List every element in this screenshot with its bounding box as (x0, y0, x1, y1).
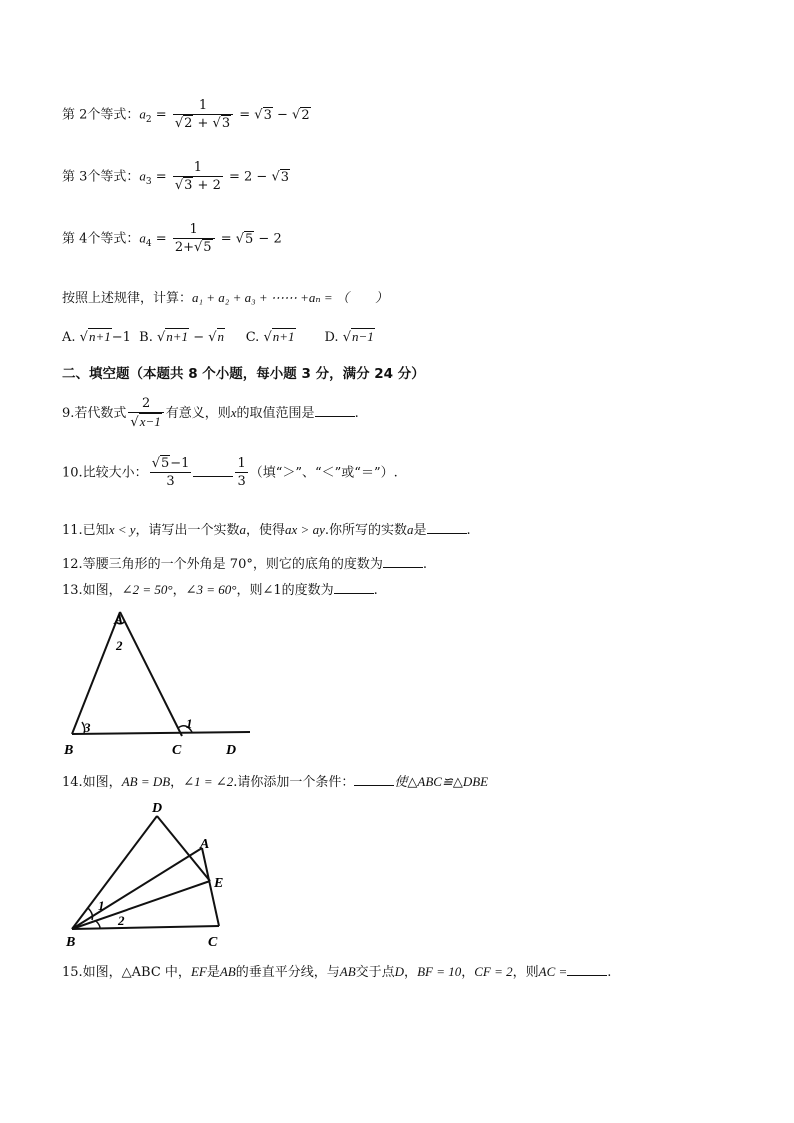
question-text: 14.如图， (62, 775, 122, 790)
prompt-text: 按照上述规律，计算： (62, 291, 193, 306)
question-15 (62, 961, 611, 980)
denominator-term: 2 (212, 178, 221, 193)
option-d[interactable]: D. √n−1 (324, 329, 374, 345)
label-b: B (66, 935, 76, 950)
question-text: ，使得 (246, 523, 286, 538)
numerator: 1 (173, 222, 215, 239)
denominator: √3 + 2 (174, 178, 221, 193)
label-a: A (200, 837, 210, 852)
sum-expression: a₁ + a₂ + a₃ + ⋯⋯ +aₙ = （ ） (192, 290, 388, 305)
question-text: 的取值范围是 (236, 406, 315, 421)
radicand: 3 (263, 107, 272, 123)
var-x: x (230, 405, 237, 420)
period: . (466, 523, 471, 538)
radicand: n+1 (272, 329, 295, 344)
radicand: 5 (203, 240, 212, 255)
label-d: D (226, 743, 237, 758)
point-d: D (394, 964, 405, 979)
section-heading: 二、填空题（本题共 8 个小题，每小题 3 分，满分 24 分） (62, 366, 425, 382)
answer-blank[interactable] (334, 581, 374, 594)
question-text: 12.等腰三角形的一个外角是 70°，则它的底角的度数为 (62, 557, 383, 572)
radicand: 3 (280, 169, 290, 185)
radicand: n (217, 329, 225, 344)
label-2: 2 (116, 638, 123, 653)
figure-14-triangles (62, 796, 262, 956)
question-text: 10.比较大小： (62, 465, 148, 481)
radicand: 2 (184, 116, 193, 131)
ac-expression: AC = (538, 964, 568, 979)
question-text: ，则∠1的度数为 (236, 583, 334, 598)
condition-2: ∠1 = ∠2 (183, 774, 234, 789)
var-a: a (139, 230, 146, 246)
subscript: 2 (145, 115, 152, 126)
radicand: 3 (221, 116, 231, 131)
label-3: 3 (84, 720, 91, 735)
separator: ， (172, 583, 186, 598)
label-c: C (208, 935, 218, 950)
question-8-options (62, 329, 375, 345)
radicand: 3 (184, 178, 193, 193)
subscript: 3 (145, 177, 152, 188)
fraction (173, 98, 233, 132)
condition-1: AB = DB (121, 774, 171, 789)
label-1: 1 (98, 898, 105, 913)
side-ab (72, 612, 120, 734)
fraction (150, 456, 192, 490)
fraction (173, 222, 215, 256)
answer-blank[interactable] (383, 555, 423, 568)
cf-value: CF = 2 (474, 964, 513, 979)
period: . (373, 583, 378, 598)
angle-3-value: ∠3 = 60° (185, 582, 237, 597)
equation-label: 第 4个等式： (62, 231, 140, 247)
bf-value: BF = 10 (417, 964, 462, 979)
radicand: 5 (160, 456, 170, 471)
segment-ab: AB (219, 964, 236, 979)
radicand: 5 (245, 231, 254, 247)
answer-blank[interactable] (193, 464, 233, 477)
radicand: 2 (301, 107, 310, 123)
equation-4: 第 4个等式：$a_4$ = $\frac{1}{2+√5}$ = √5 − 2 (62, 222, 282, 255)
question-text: （填“＞”、“＜”或“＝”）. (249, 465, 398, 481)
numerator: √5−1 (151, 456, 190, 471)
segment-be (72, 881, 210, 929)
denominator: 3 (166, 474, 175, 489)
segment-bd (72, 816, 157, 929)
denominator: √x−1 (130, 414, 161, 430)
option-tail: −1 (111, 330, 131, 345)
question-text: 使△ABC≌△DBE (394, 774, 489, 789)
angle-2-value: ∠2 = 50° (121, 582, 173, 597)
option-label: C. (245, 330, 260, 345)
label-a: A (114, 613, 124, 628)
period: . (607, 965, 612, 980)
denominator: 2+√5 (174, 240, 212, 255)
figure-13-triangle (60, 604, 260, 764)
line-bd (72, 732, 250, 734)
segment-ef: EF (190, 964, 207, 979)
label-2: 2 (118, 913, 125, 928)
separator: ， (170, 775, 184, 790)
math-inequality: ax > ay (285, 522, 325, 537)
label-1: 1 (186, 716, 193, 731)
label-d: D (152, 801, 163, 816)
option-label: B. (139, 330, 153, 345)
segment-ba (72, 848, 202, 929)
period: . (422, 557, 427, 572)
label-b: B (64, 743, 74, 758)
answer-blank[interactable] (315, 404, 355, 417)
question-text: 交于点 (355, 965, 395, 980)
equation-label: 第 2个等式： (62, 107, 140, 123)
radicand: n+1 (166, 329, 189, 344)
question-text: ，则 (512, 965, 539, 980)
option-label: D. (324, 330, 339, 345)
answer-blank[interactable] (427, 521, 467, 534)
angle-2-arc (96, 921, 100, 928)
numerator: 1 (173, 160, 223, 177)
question-text: 15.如图，△ABC 中， (62, 965, 191, 980)
subscript: 4 (145, 239, 152, 250)
question-11 (62, 519, 471, 538)
answer-blank[interactable] (567, 963, 607, 976)
radicand: n+1 (88, 329, 111, 344)
fraction (128, 396, 163, 431)
segment-ab: AB (339, 964, 356, 979)
rhs-term: 2 − (244, 169, 272, 185)
var-a: a (406, 522, 414, 537)
var-a: a (139, 106, 146, 122)
math-condition: x < y (108, 522, 136, 537)
question-9 (62, 396, 359, 431)
radicand: x−1 (139, 414, 161, 429)
separator: ， (404, 965, 418, 980)
option-minus: − (193, 330, 205, 345)
fraction (235, 456, 247, 490)
equation-3: 第 3个等式：$a_3$ = $\frac{1}{√3 + 2}$ = 2 − √3 (62, 160, 290, 193)
question-text: 有意义，则 (165, 406, 231, 421)
option-c[interactable]: C. √n+1 (245, 329, 295, 345)
separator: ， (461, 965, 475, 980)
rhs-term: − 2 (254, 231, 282, 247)
question-14 (62, 771, 488, 790)
question-text: 是 (206, 965, 220, 980)
question-text: 是 (413, 523, 427, 538)
question-8-prompt (62, 287, 388, 306)
question-text: .你所写的实数 (324, 523, 407, 538)
numerator-tail: −1 (170, 456, 190, 471)
var-a: a (239, 522, 247, 537)
question-text: .请你添加一个条件： (233, 775, 355, 790)
question-text: 9.若代数式 (62, 406, 127, 421)
fraction (173, 160, 223, 194)
label-c: C (172, 743, 182, 758)
option-label: A. (62, 330, 76, 345)
numerator: 2 (128, 396, 163, 413)
equation-label: 第 3个等式： (62, 169, 140, 185)
denominator-term: 2+ (174, 240, 194, 255)
period: . (354, 406, 359, 421)
question-text: ，请写出一个实数 (135, 523, 240, 538)
numerator: 1 (237, 456, 246, 471)
question-13 (62, 579, 378, 598)
option-b[interactable]: B. √n+1 − √n (139, 329, 225, 345)
numerator: 1 (173, 98, 233, 115)
question-10 (62, 456, 398, 490)
var-a: a (139, 168, 146, 184)
question-text: 13.如图， (62, 583, 122, 598)
equation-2: 第 2个等式：$a_2$ = $\frac{1}{√2 + √3}$ = √3 − √2 (62, 98, 310, 131)
denominator: 3 (237, 474, 246, 489)
answer-blank[interactable] (354, 773, 394, 786)
denominator: √2 + √3 (174, 116, 231, 131)
question-text: 的垂直平分线，与 (235, 965, 340, 980)
question-12 (62, 553, 427, 572)
question-text: 11.已知 (62, 523, 109, 538)
option-a[interactable]: A. √n+1−1 (62, 329, 131, 345)
label-e: E (214, 876, 224, 891)
segment-bc (72, 926, 219, 929)
radicand: n−1 (351, 329, 374, 344)
side-ac (120, 612, 182, 736)
